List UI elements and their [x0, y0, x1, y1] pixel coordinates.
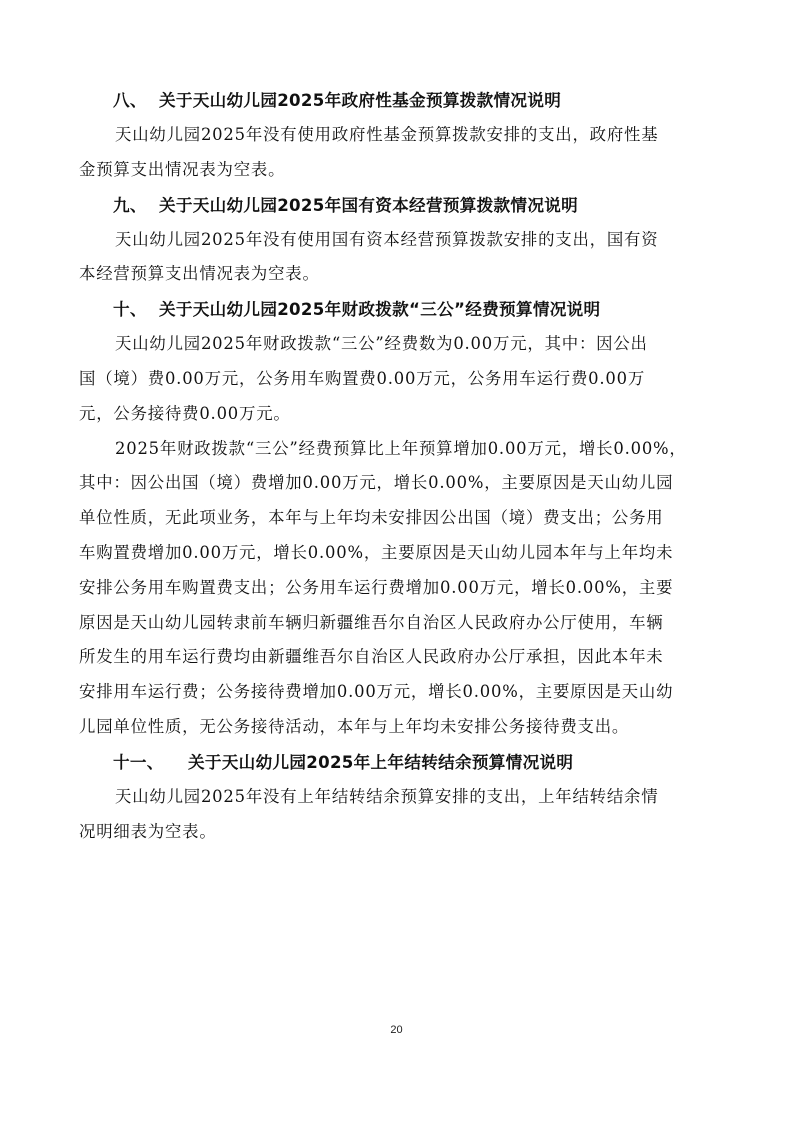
text-line: 安排用车运行费；公务接待费增加0.00万元，增长0.00%，主要原因是天山幼 [79, 682, 674, 702]
section-heading [113, 745, 707, 780]
text-line: 天山幼儿园2025年没有上年结转结余预算安排的支出，上年结转结余情 [115, 786, 659, 806]
text-line: 车购置费增加0.00万元，增长0.00%，主要原因是天山幼儿园本年与上年均未 [79, 542, 674, 562]
text-line: 天山幼儿园2025年没有使用政府性基金预算拨款安排的支出，政府性基 [115, 125, 659, 144]
text-line: 金预算支出情况表为空表。 [79, 159, 286, 179]
text-line: 况明细表为空表。 [79, 821, 217, 841]
paragraph [79, 118, 707, 188]
section-heading [113, 188, 707, 223]
paragraph [79, 780, 707, 850]
text-line: 所发生的用车运行费均由新疆维吾尔自治区人民政府办公厅承担，因此本年未 [79, 647, 664, 667]
text-line: 天山幼儿园2025年没有使用国有资本经营预算拨款安排的支出，国有资 [115, 229, 659, 249]
section-heading [113, 83, 707, 118]
section-11 [79, 745, 707, 850]
section-9 [79, 188, 707, 293]
paragraph [79, 327, 707, 431]
section-number: 十、 [113, 300, 147, 320]
paragraph [79, 432, 707, 745]
text-line: 国（境）费0.00万元，公务用车购置费0.00万元，公务用车运行费0.00万 [79, 368, 646, 388]
section-8 [79, 83, 707, 188]
section-number: 八、 [113, 91, 147, 110]
text-line: 元，公务接待费0.00万元。 [79, 403, 291, 423]
text-line: 其中：因公出国（境）费增加0.00万元，增长0.00%，主要原因是天山幼儿园 [79, 473, 674, 493]
section-title: 关于天山幼儿园2025年政府性基金预算拨款情况说明 [158, 91, 562, 110]
text-line: 儿园单位性质，无公务接待活动，本年与上年均未安排公务接待费支出。 [79, 716, 630, 736]
text-line: 安排公务用车购置费支出；公务用车运行费增加0.00万元，增长0.00%，主要 [79, 577, 674, 597]
text-line: 单位性质，无此项业务，本年与上年均未安排因公出国（境）费支出；公务用 [79, 508, 664, 528]
section-title: 关于天山幼儿园2025年上年结转结余预算情况说明 [188, 752, 574, 772]
text-line: 原因是天山幼儿园转隶前车辆归新疆维吾尔自治区人民政府办公厅使用，车辆 [79, 612, 664, 632]
text-line: 天山幼儿园2025年财政拨款“三公”经费数为0.00万元，其中：因公出 [115, 334, 648, 354]
section-number: 九、 [113, 195, 147, 215]
page-number: 20 [390, 1024, 403, 1036]
section-title: 关于天山幼儿园2025年国有资本经营预算拨款情况说明 [158, 195, 578, 215]
section-10 [79, 292, 707, 745]
text-line: 本经营预算支出情况表为空表。 [79, 264, 320, 284]
text-line: 2025年财政拨款“三公”经费预算比上年预算增加0.00万元，增长0.00%， [115, 438, 687, 458]
section-heading [113, 292, 707, 327]
document-body [79, 83, 707, 849]
paragraph [79, 223, 707, 293]
section-number: 十一、 [113, 752, 164, 772]
section-title: 关于天山幼儿园2025年财政拨款“三公”经费预算情况说明 [158, 300, 601, 320]
